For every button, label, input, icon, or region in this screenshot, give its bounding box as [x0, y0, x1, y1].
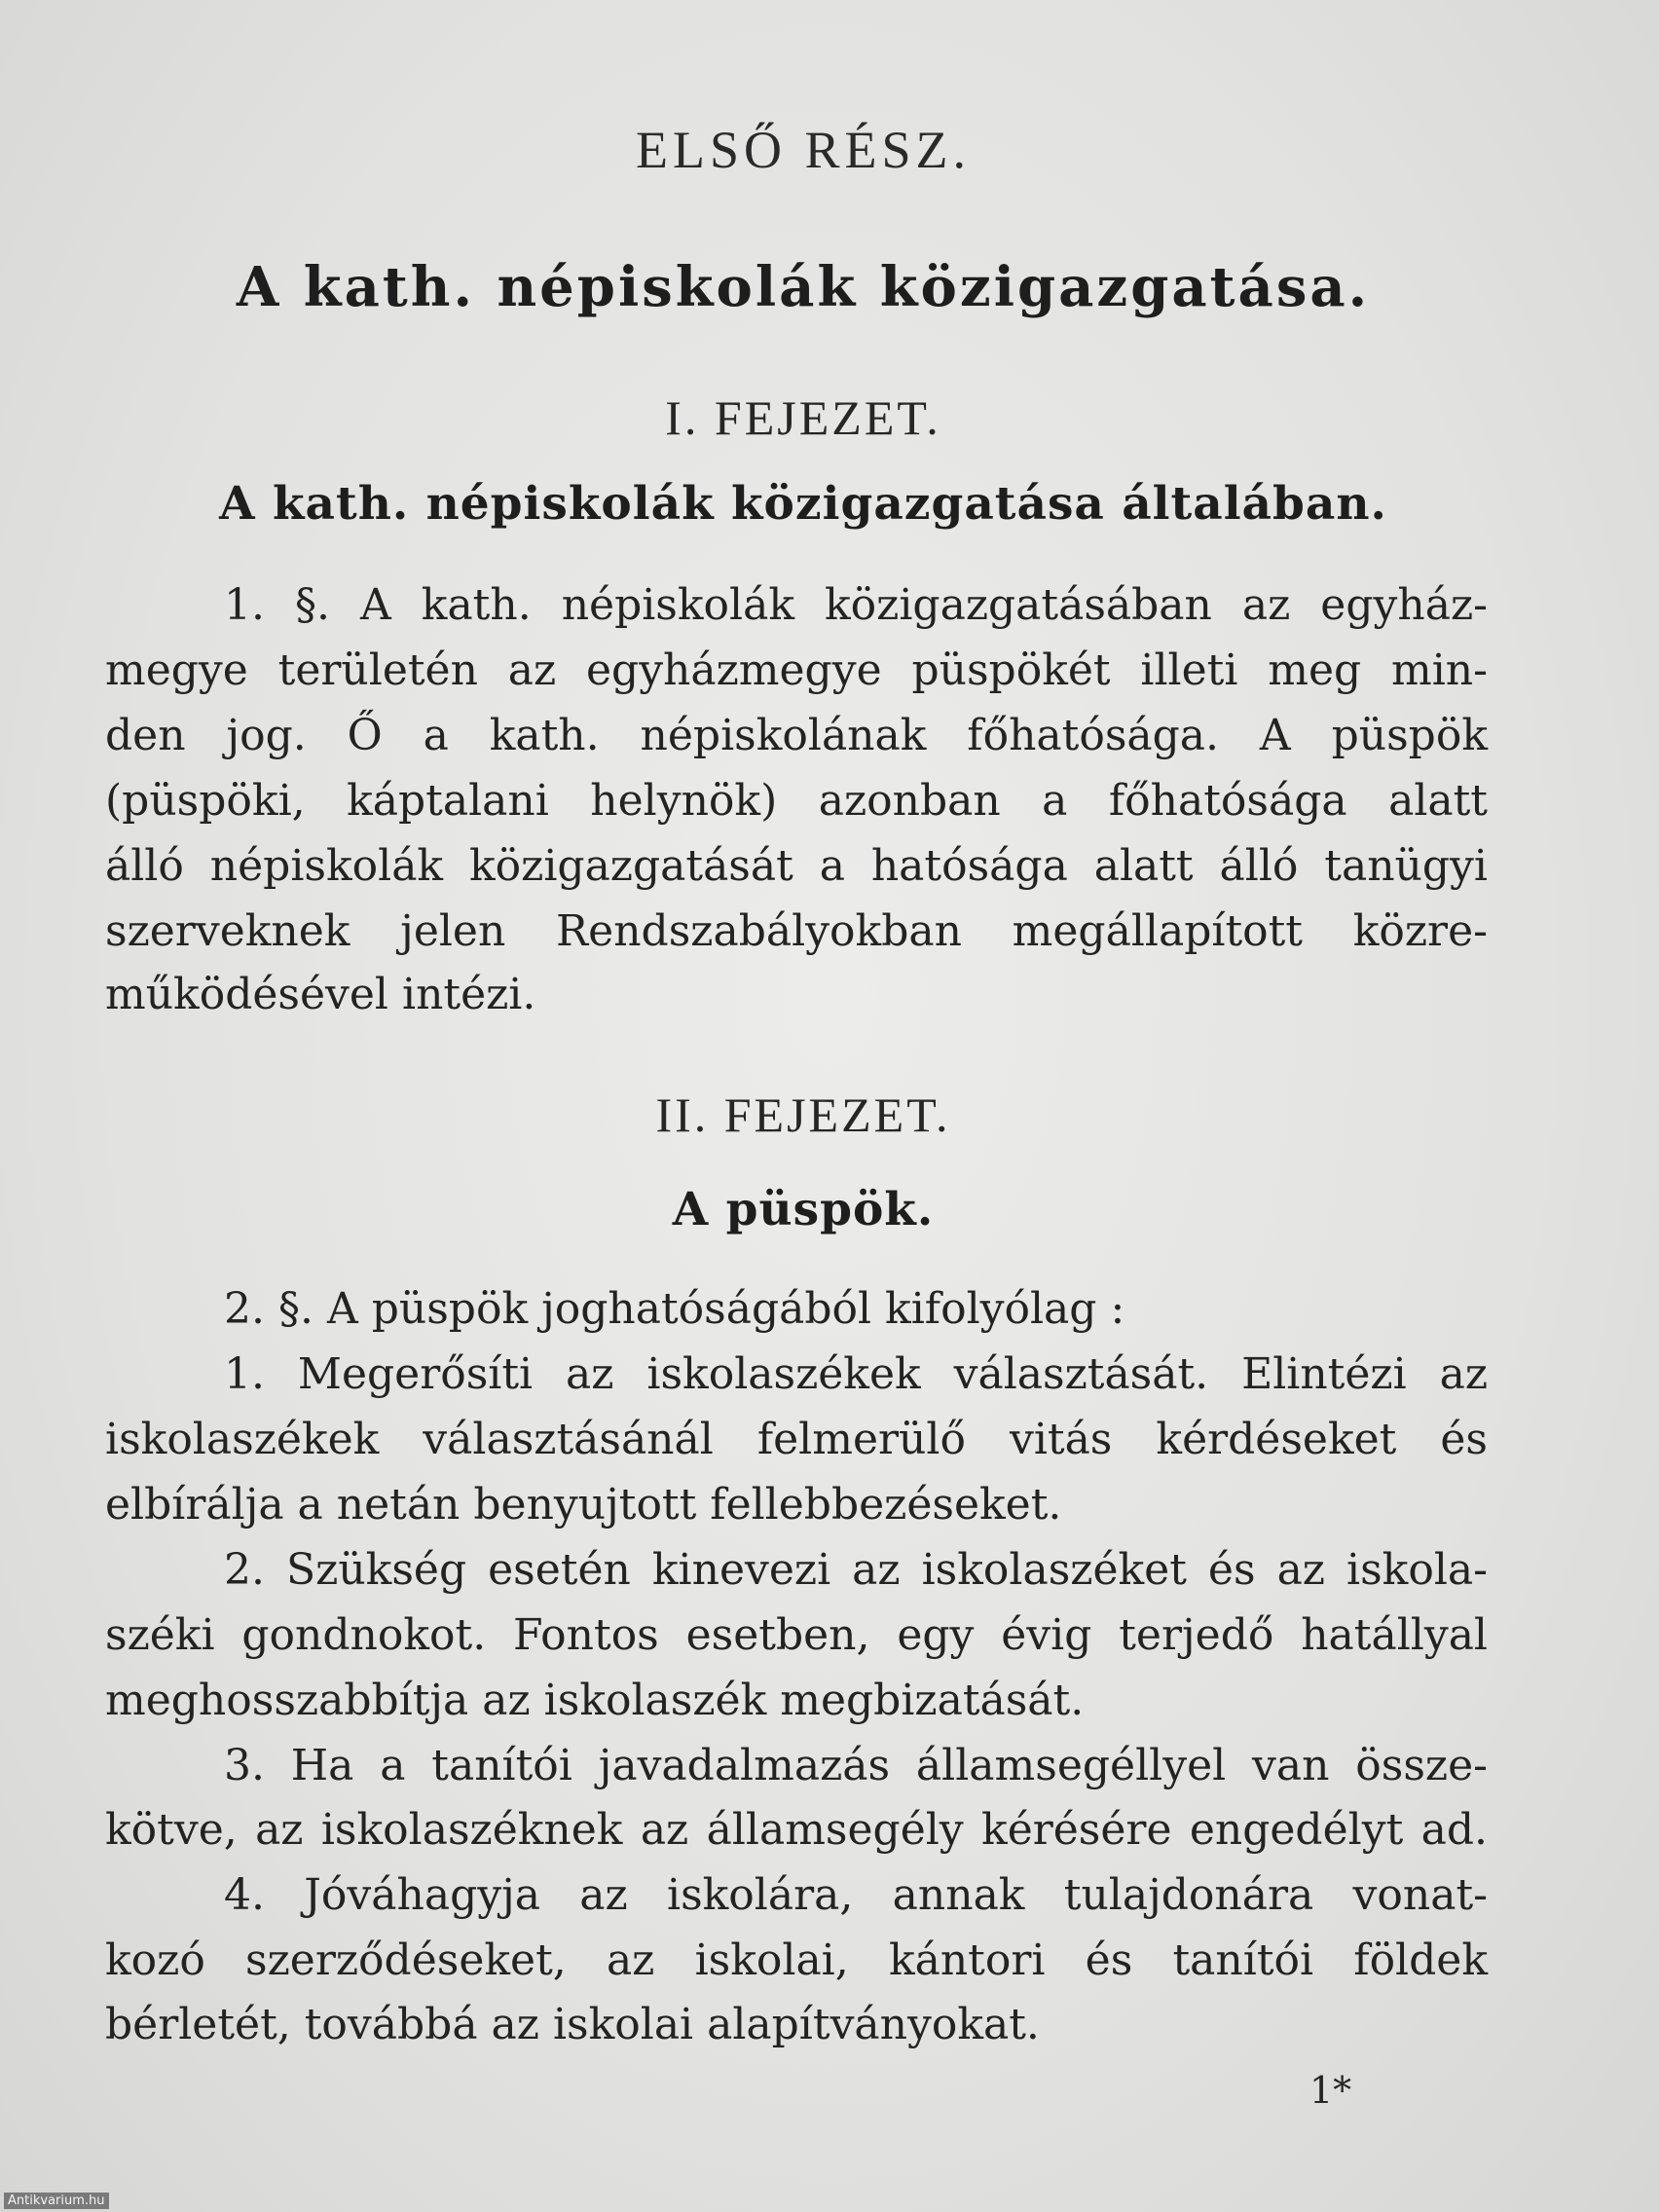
section-1-line: (püspöki, káptalani helynök) azonban a főhatósága alatt	[105, 776, 1488, 826]
section-2-line: 2. §. A püspök joghatóságából kifolyólag :	[224, 1284, 1125, 1334]
watermark: Antikvarium.hu	[4, 2193, 109, 2209]
section-2-line: elbírálja a netán benyujtott fellebbezéseket.	[105, 1480, 1062, 1530]
section-2-line: kötve, az iskolaszéknek az államsegély kérésére engedélyt ad.	[105, 1805, 1488, 1855]
section-1-line: szerveknek jelen Rendszabályokban megállapított közre-	[105, 906, 1488, 956]
section-2-line: kozó szerződéseket, az iskolai, kántori és tanítói földek	[105, 1936, 1488, 1985]
section-2-line: iskolaszékek választásánál felmerülő vitás kérdéseket és	[105, 1415, 1488, 1464]
chapter-1-heading: I. FEJEZET.	[665, 390, 941, 445]
chapter-2-title: A püspök.	[672, 1183, 935, 1236]
section-1-line: működésével intézi.	[105, 970, 536, 1019]
section-2-line: meghosszabbítja az iskolaszék megbizatását.	[105, 1676, 1085, 1725]
section-1-line: álló népiskolák közigazgatását a hatósága alatt álló tanügyi	[105, 841, 1488, 891]
section-2-line: 3. Ha a tanítói javadalmazás államsegéllyel van össze-	[224, 1741, 1488, 1790]
part-title: ELSŐ RÉSZ.	[635, 121, 972, 179]
section-1-line: 1. §. A kath. népiskolák közigazgatásában az egyház-	[224, 580, 1488, 630]
page-number: 1*	[1309, 2069, 1352, 2112]
section-1-line: den jog. Ő a kath. népiskolának főhatósága. A püspök	[105, 711, 1488, 760]
main-title: A kath. népiskolák közigazgatása.	[236, 255, 1371, 319]
section-2-line: bérletét, továbbá az iskolai alapítványokat.	[105, 2000, 1040, 2049]
section-2-line: széki gondnokot. Fontos esetben, egy évig terjedő hatállyal	[105, 1610, 1488, 1660]
chapter-2-heading: II. FEJEZET.	[655, 1088, 951, 1142]
section-2-line: 1. Megerősíti az iskolaszékek választását. Elintézi az	[224, 1349, 1488, 1399]
section-2-line: 4. Jóváhagyja az iskolára, annak tulajdonára vonat-	[224, 1870, 1488, 1920]
section-1-line: megye területén az egyházmegye püspökét illeti meg min-	[105, 645, 1488, 695]
chapter-1-title: A kath. népiskolák közigazgatása általában.	[219, 477, 1387, 531]
section-2-line: 2. Szükség esetén kinevezi az iskolaszéket és az iskola-	[224, 1545, 1488, 1595]
